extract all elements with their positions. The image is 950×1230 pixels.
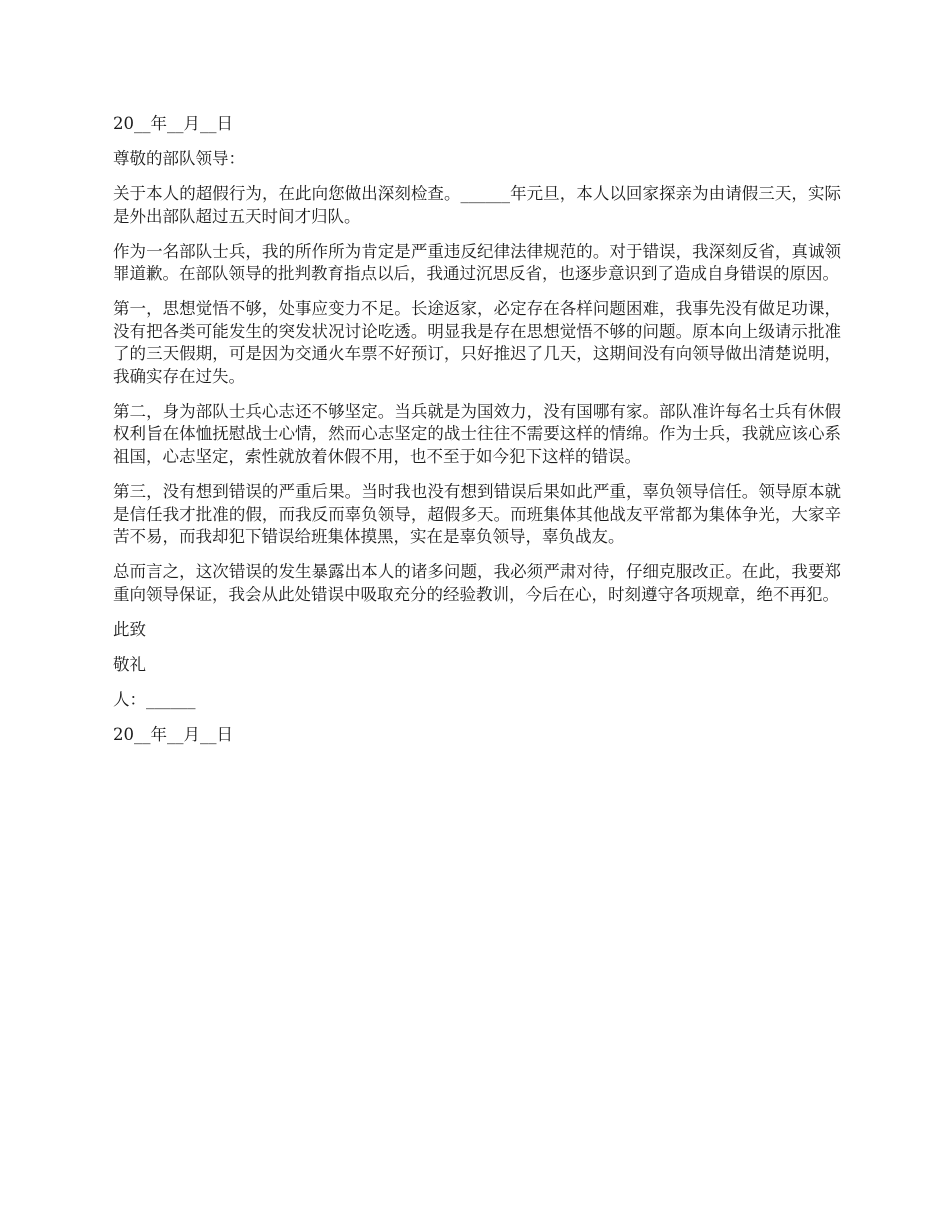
date-bottom: 20__年__月__日 [113, 724, 233, 744]
paragraph-5: 第三，没有想到错误的严重后果。当时我也没有想到错误后果如此严重，辜负领导信任。领导原本就是信任我才批准的假，而我反而辜负领导，超假多天。而班集体其他战友平常都为集体争光，大家辛苦不易，而我却犯下错误给班集体摸黑，实在是辜负领导，辜负战友。 [113, 482, 841, 547]
paragraph-4: 第二，身为部队士兵心志还不够坚定。当兵就是为国效力，没有国哪有家。部队准许每名士兵有休假权利旨在体恤抚慰战士心情，然而心志坚定的战士往往不需要这样的情绵。作为士兵，我就应该心系祖国，心志坚定，索性就放着休假不用，也不至于如今犯下这样的错误。 [113, 401, 841, 467]
paragraph-3: 第一，思想觉悟不够，处事应变力不足。长途返家，必定存在各样问题困难，我事先没有做足功课，没有把各类可能发生的突发状况讨论吃透。明显我是存在思想觉悟不够的问题。原本向上级请示批准了的三天假期，可是因为交通火车票不好预订，只好推迟了几天，这期间没有向领导做出清楚说明，我确实存在过失。 [113, 299, 841, 386]
paragraph-2: 作为一名部队士兵，我的所作所为肯定是严重违反纪律法律规范的。对于错误，我深刻反省，真诚领罪道歉。在部队领导的批判教育指点以后，我通过沉思反省，也逐步意识到了造成自身错误的原因。 [113, 241, 841, 284]
paragraph-6: 总而言之，这次错误的发生暴露出本人的诸多问题，我必须严肃对待，仔细克服改正。在此，我要郑重向领导保证，我会从此处错误中吸取充分的经验教训，今后在心，时刻遵守各项规章，绝不再犯。 [113, 562, 841, 604]
closing-greeting: 此致 [113, 619, 146, 639]
signature-line: 人：______ [113, 689, 196, 709]
salutation: 尊敬的部队领导： [113, 148, 245, 168]
date-top: 20__年__月__日 [113, 114, 233, 133]
letter-body [113, 113, 841, 759]
closing-salute: 敬礼 [113, 654, 146, 674]
paragraph-1: 关于本人的超假行为，在此向您做出深刻检查。______年元旦，本人以回家探亲为由请假三天，实际是外出部队超过五天时间才归队。 [113, 183, 841, 226]
